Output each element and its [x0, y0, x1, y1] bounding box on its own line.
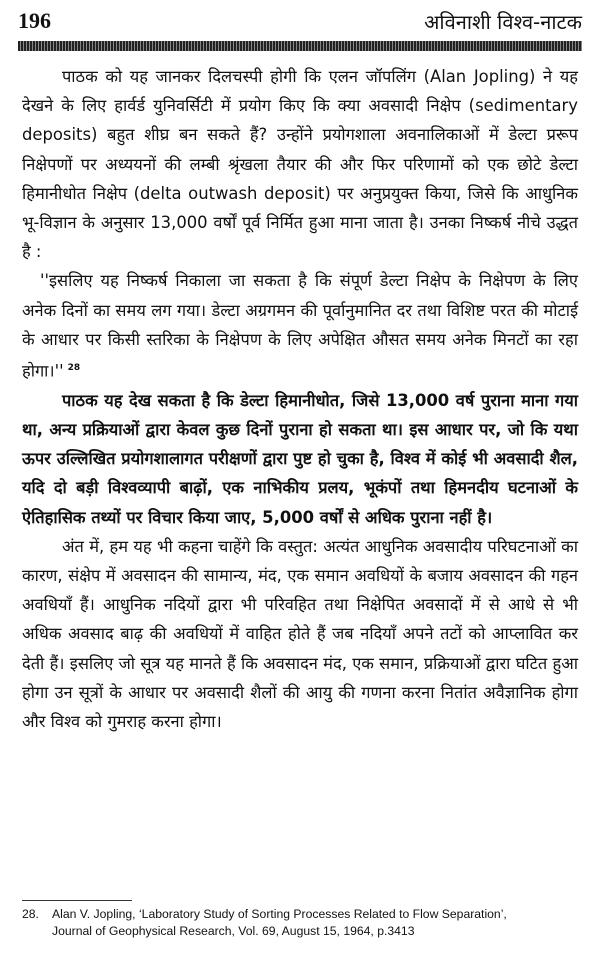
- paragraph-conclusion: [22, 532, 578, 736]
- quotation-text: ''इसलिए यह निष्कर्ष निकाला जा सकता है कि संपूर्ण डेल्टा निक्षेप के निक्षेपण के लिए अनेक दिनों का समय लग गया। डेल्टा अग्रगमन की पूर्वानुमानित दर तथा विशिष्ट परत की मोटाई के आधार पर किसी स्तरिका के निक्षेपण के लिए अपेक्षित औसत समय अनेक मिनटों का रहा होगा।'': [22, 271, 578, 381]
- paragraph-bold-text: पाठक यह देख सकता है कि डेल्टा हिमानीधोत, जिसे 13,000 वर्ष पुराना माना गया था, अन्य प्रक्रियाओं द्वारा केवल कुछ दिनों पुराना हो सकता था। इस आधार पर, जो कि यथा ऊपर उल्लिखित प्रयोगशालागत परीक्षणों द्वारा पुष्ट हो चुका है, विश्व में कोई भी अवसादी शैल, यदि दो बड़ी विश्वव्यापी बाढ़ों, एक नाभिकीय प्रलय, भूकंपों तथा हिमनदीय घटनाओं के ऐतिहासिक तथ्यों पर विचार किया जाए, 5,000 वर्षों से अधिक पुराना नहीं है।: [22, 390, 578, 527]
- footnote: [22, 906, 578, 940]
- header-rule: [18, 41, 582, 51]
- footnote-citation-line-2: Journal of Geophysical Research, Vol. 69, August 15, 1964, p.3413: [52, 924, 415, 938]
- paragraph-1-text: पाठक को यह जानकर दिलचस्पी होगी कि एलन जॉपलिंग (Alan Jopling) ने यह देखने के लिए हार्वर्ड युनिवर्सिटी में प्रयोग किए कि क्या अवसादी निक्षेप (sedimentary deposits) बहुत शीघ्र बन सकते हैं? उन्होंने प्रयोगशाला अवनालिकाओं में डेल्टा प्ररूप निक्षेपणों पर अध्ययनों की लम्बी श्रृंखला तैयार की और फिर परिणामों को एक छोटे डेल्टा हिमानीधोत निक्षेप (delta outwash deposit) पर अनुप्रयुक्त किया, जिसे कि आधुनिक भू-विज्ञान के अनुसार 13,000 वर्षों पूर्व निर्मित हुआ माना जाता है। उनका निष्कर्ष नीचे उद्धत है :: [22, 67, 578, 262]
- footnote-number: 28.: [22, 907, 39, 921]
- page-number: 196: [18, 8, 51, 33]
- body-text: [22, 62, 578, 736]
- quotation-paragraph: [22, 266, 578, 385]
- paragraph-conclusion-text: अंत में, हम यह भी कहना चाहेंगे कि वस्तुत: अत्यंत आधुनिक अवसादीय परिघटनाओं का कारण, संक्षेप में अवसादन की सामान्य, मंद, एक समान अवधियों के बजाय अवसादन की गहन अवधियाँ हैं। आधुनिक नदियों द्वारा भी परिवहित तथा निक्षेपित अवसादों में से आधे से भी अधिक अवसाद बाढ़ की अवधियों में वाहित होते हैं जब नदियाँ अपने तटों को आप्लावित कर देती हैं। इसलिए जो सूत्र यह मानते हैं कि अवसादन मंद, एक समान, प्रक्रियाओं द्वारा घटित हुआ होगा उन सूत्रों के आधार पर अवसादी शैलों की आयु की गणना करना नितांत अवैज्ञानिक होगा और विश्व को गुमराह करना होगा।: [22, 536, 578, 731]
- paragraph-1: [22, 62, 578, 266]
- footnote-rule: [22, 900, 132, 901]
- paragraph-bold: [22, 386, 578, 532]
- page-header: [18, 6, 582, 40]
- running-title: अविनाशी विश्व-नाटक: [424, 10, 582, 34]
- footnote-line-1: [22, 906, 578, 923]
- footnote-citation-line-1: Alan V. Jopling, ‘Laboratory Study of Sorting Processes Related to Flow Separation’,: [52, 907, 507, 921]
- footnote-reference[interactable]: 28: [67, 363, 81, 374]
